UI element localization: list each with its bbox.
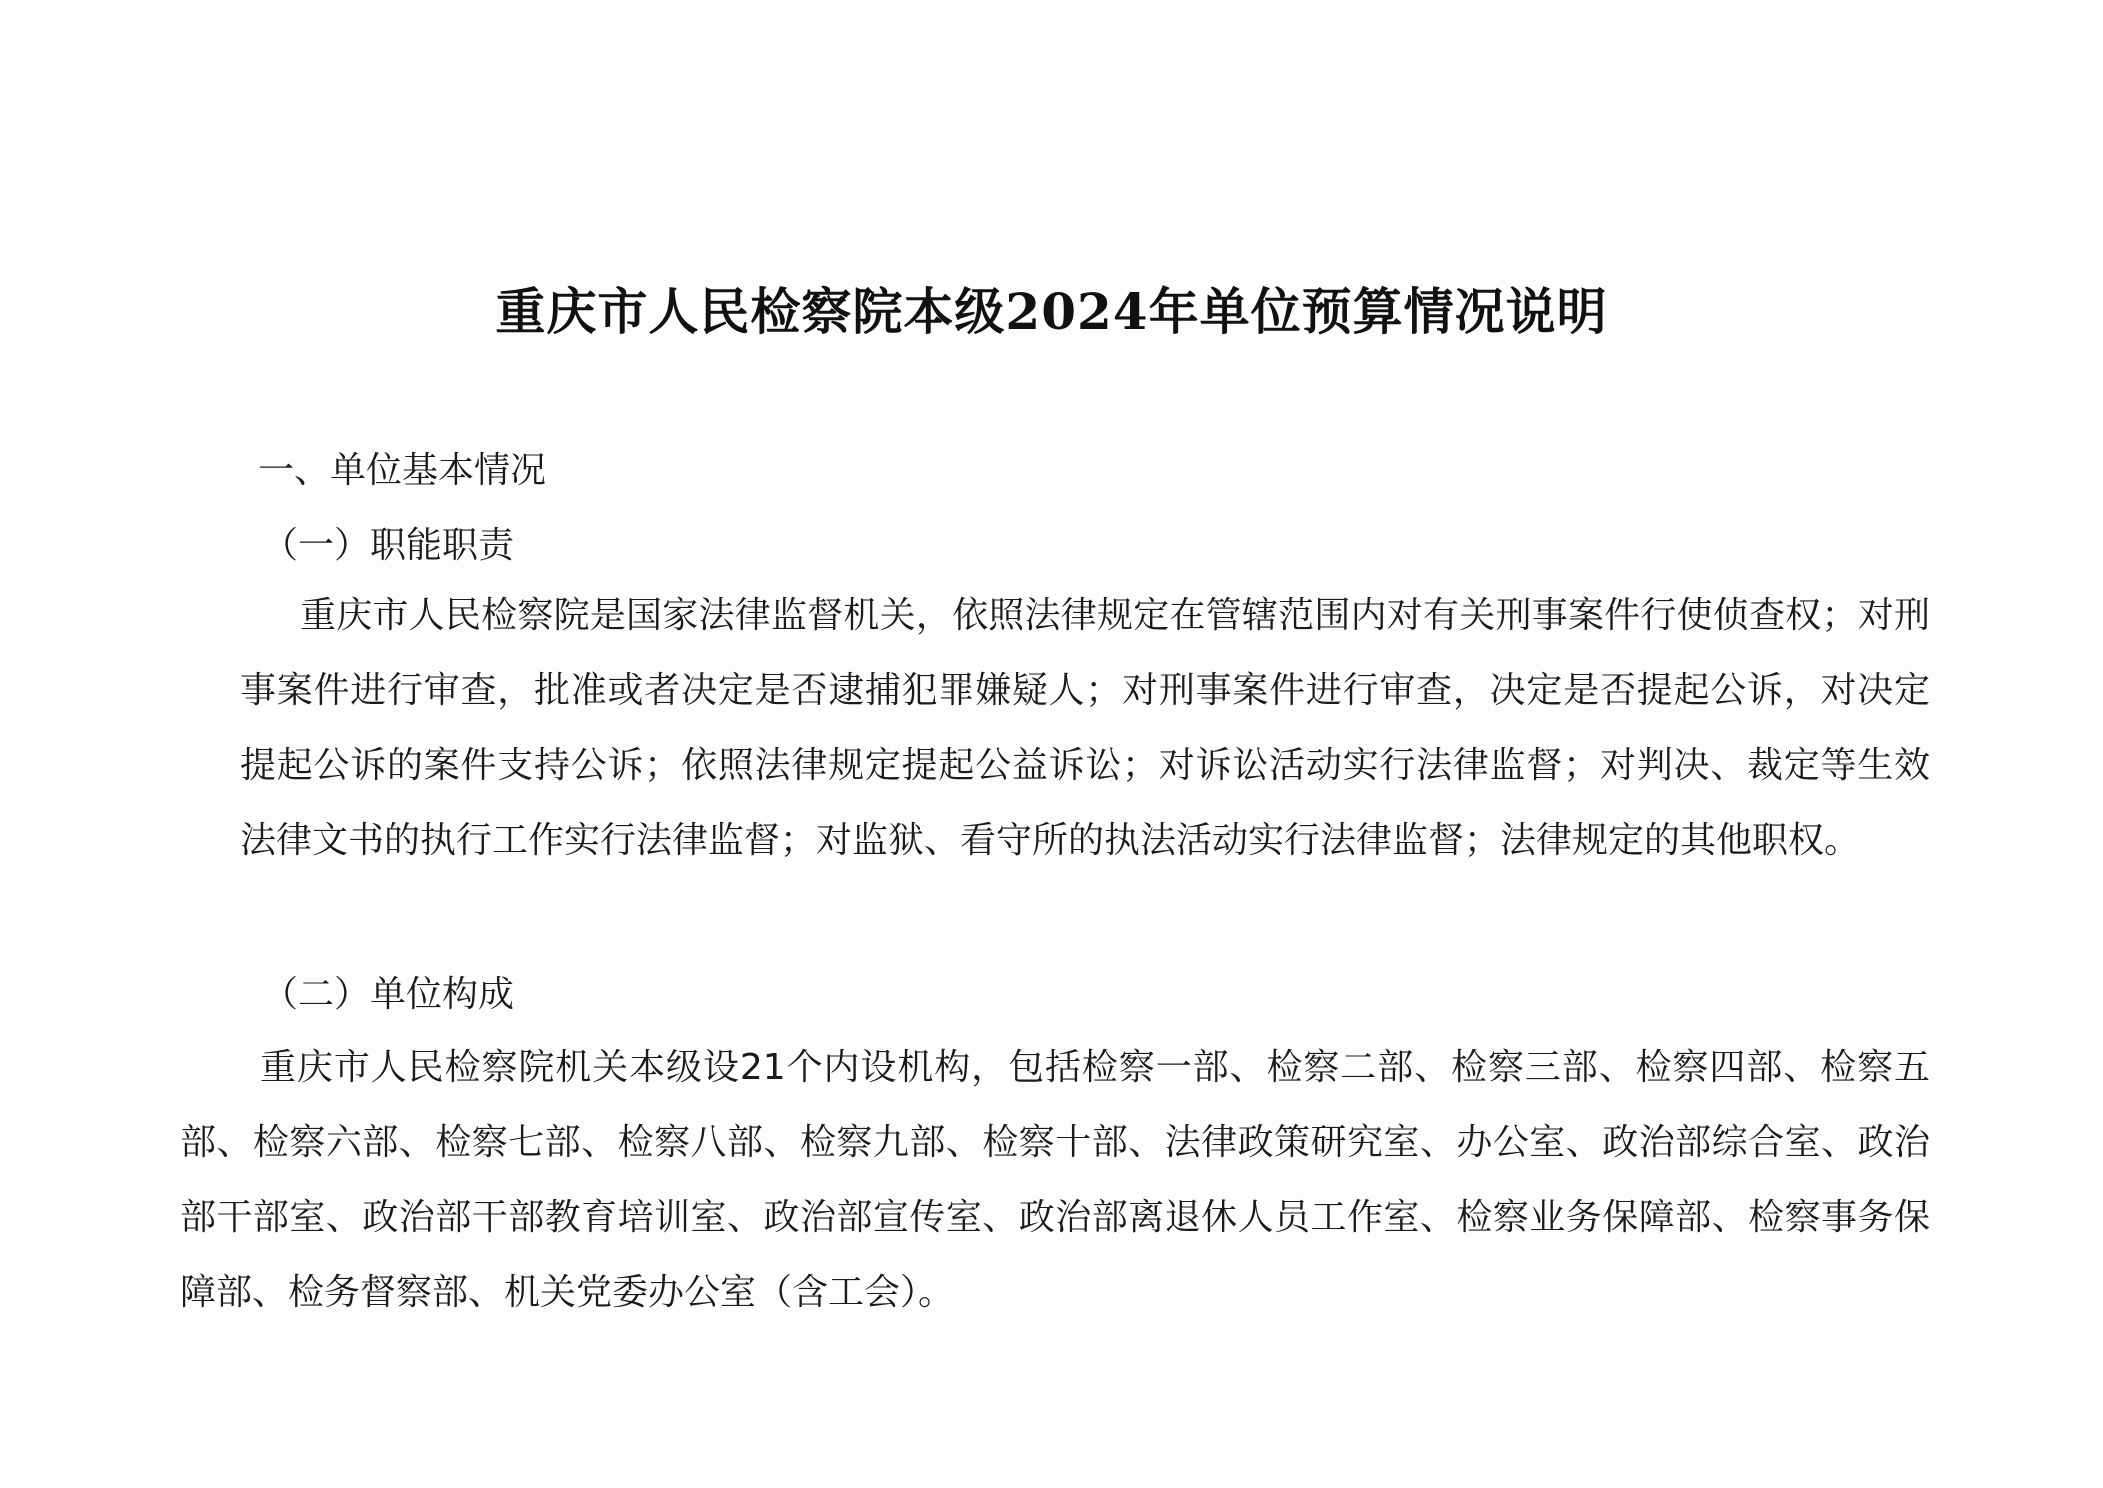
subsection-heading-composition: （二）单位构成 [262,974,515,1015]
functions-paragraph: 重庆市人民检察院是国家法律监督机关，依照法律规定在管辖范围内对有关刑事案件行使侦查权；对刑事案件进行审查，批准或者决定是否逮捕犯罪嫌疑人；对刑事案件进行审查，决定是否提起公诉，对决定提起公诉的案件支持公诉；依照法律规定提起公益诉讼；对诉讼活动实行法律监督；对判决、裁定等生效法律文书的执行工作实行法律监督；对监狱、看守所的执法活动实行法律监督；法律规定的其他职权。 [240,595,1930,861]
composition-paragraph: 重庆市人民检察院机关本级设21个内设机构，包括检察一部、检察二部、检察三部、检察四部、检察五部、检察六部、检察七部、检察八部、检察九部、检察十部、法律政策研究室、办公室、政治部综合室、政治部干部室、政治部干部教育培训室、政治部宣传室、政治部离退休人员工作室、检察业务保障部、检察事务保障部、检务督察部、机关党委办公室（含工会）。 [180,1047,1930,1313]
section-heading-basic-info: 一、单位基本情况 [258,450,547,491]
document-title: 重庆市人民检察院本级2024年单位预算情况说明 [495,282,1608,341]
subsection-heading-functions: （一）职能职责 [262,525,515,566]
